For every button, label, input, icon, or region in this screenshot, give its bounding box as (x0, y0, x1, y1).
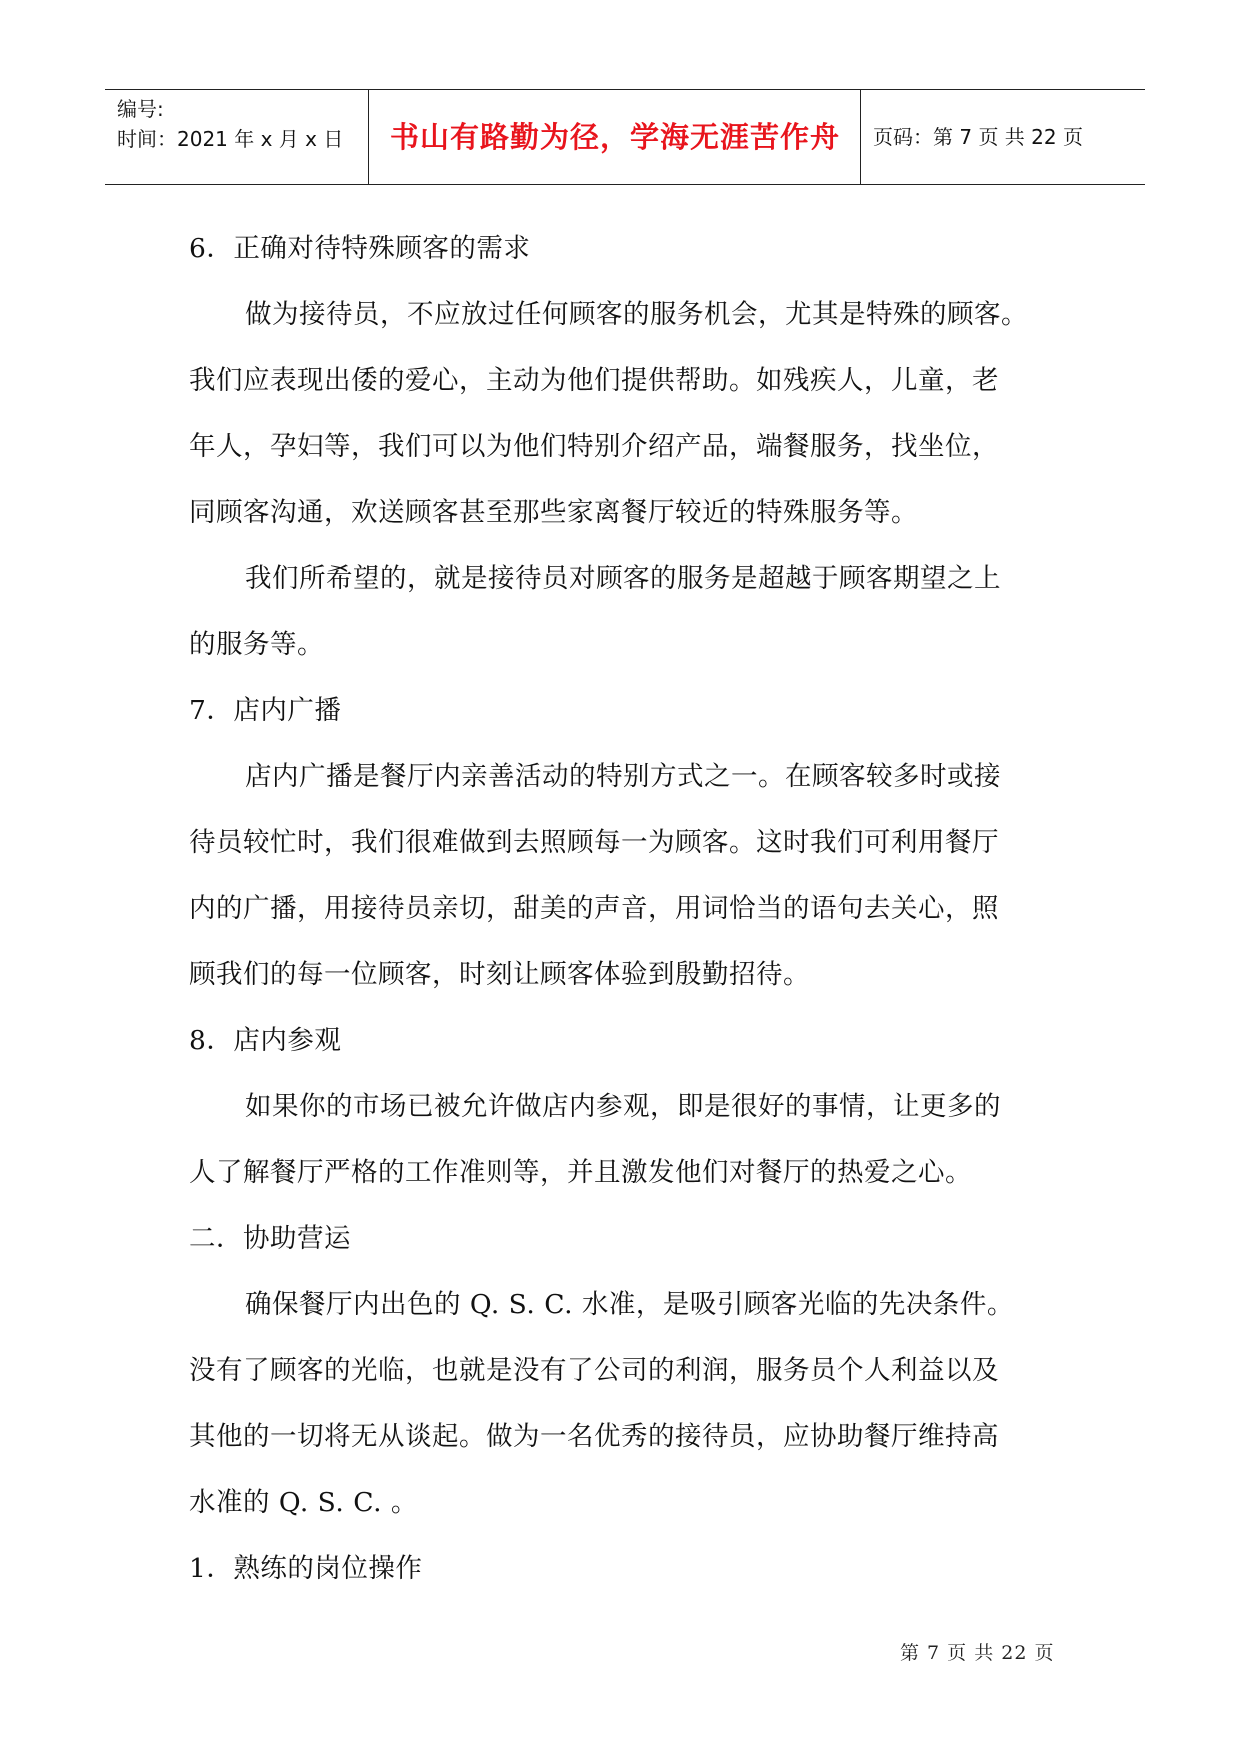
header-meta (117, 94, 343, 154)
header-divider (860, 90, 861, 184)
text-line: 同顾客沟通，欢送顾客甚至那些家离餐厅较近的特殊服务等。 (189, 497, 918, 528)
page-footer: 第 7 页 共 22 页 (900, 1642, 1055, 1664)
text-line: 顾我们的每一位顾客，时刻让顾客体验到殷勤招待。 (189, 959, 810, 990)
text-line: 1．熟练的岗位操作 (189, 1553, 423, 1584)
text-line: 的服务等。 (189, 629, 324, 660)
text-line: 我们应表现出倭的爱心，主动为他们提供帮助。如残疾人，儿童，老 (189, 365, 999, 396)
text-line: 二．协助营运 (189, 1223, 351, 1254)
page-header (105, 89, 1145, 185)
text-line: 待员较忙时，我们很难做到去照顾每一为顾客。这时我们可利用餐厅 (189, 827, 999, 858)
number-label: 编号: (117, 97, 164, 121)
header-page-number: 页码：第 7 页 共 22 页 (873, 125, 1083, 149)
text-line: 如果你的市场已被允许做店内参观，即是很好的事情，让更多的 (245, 1091, 1001, 1122)
text-line: 其他的一切将无从谈起。做为一名优秀的接待员，应协助餐厅维持高 (189, 1421, 999, 1452)
text-line: 7．店内广播 (189, 695, 342, 726)
text-line: 没有了顾客的光临，也就是没有了公司的利润，服务员个人利益以及 (189, 1355, 999, 1386)
text-line: 6．正确对待特殊顾客的需求 (189, 233, 531, 264)
header-motto: 书山有路勤为径，学海无涯苦作舟 (389, 120, 840, 154)
text-line: 8．店内参观 (189, 1025, 342, 1056)
text-line: 店内广播是餐厅内亲善活动的特别方式之一。在顾客较多时或接 (245, 761, 1001, 792)
text-line: 水准的 Q. S. C. 。 (189, 1487, 418, 1518)
text-line: 做为接待员，不应放过任何顾客的服务机会，尤其是特殊的顾客。 (245, 299, 1028, 330)
time-label: 时间：2021 年 x 月 x 日 (117, 127, 344, 151)
header-divider (368, 90, 369, 184)
text-line: 内的广播，用接待员亲切，甜美的声音，用词恰当的语句去关心，照 (189, 893, 999, 924)
text-line: 年人，孕妇等，我们可以为他们特别介绍产品，端餐服务，找坐位， (189, 431, 999, 462)
text-line: 我们所希望的，就是接待员对顾客的服务是超越于顾客期望之上 (245, 563, 1001, 594)
text-line: 人了解餐厅严格的工作准则等，并且激发他们对餐厅的热爱之心。 (189, 1157, 972, 1188)
text-line: 确保餐厅内出色的 Q. S. C. 水准，是吸引顾客光临的先决条件。 (245, 1289, 1014, 1320)
document-body (189, 216, 1069, 1602)
